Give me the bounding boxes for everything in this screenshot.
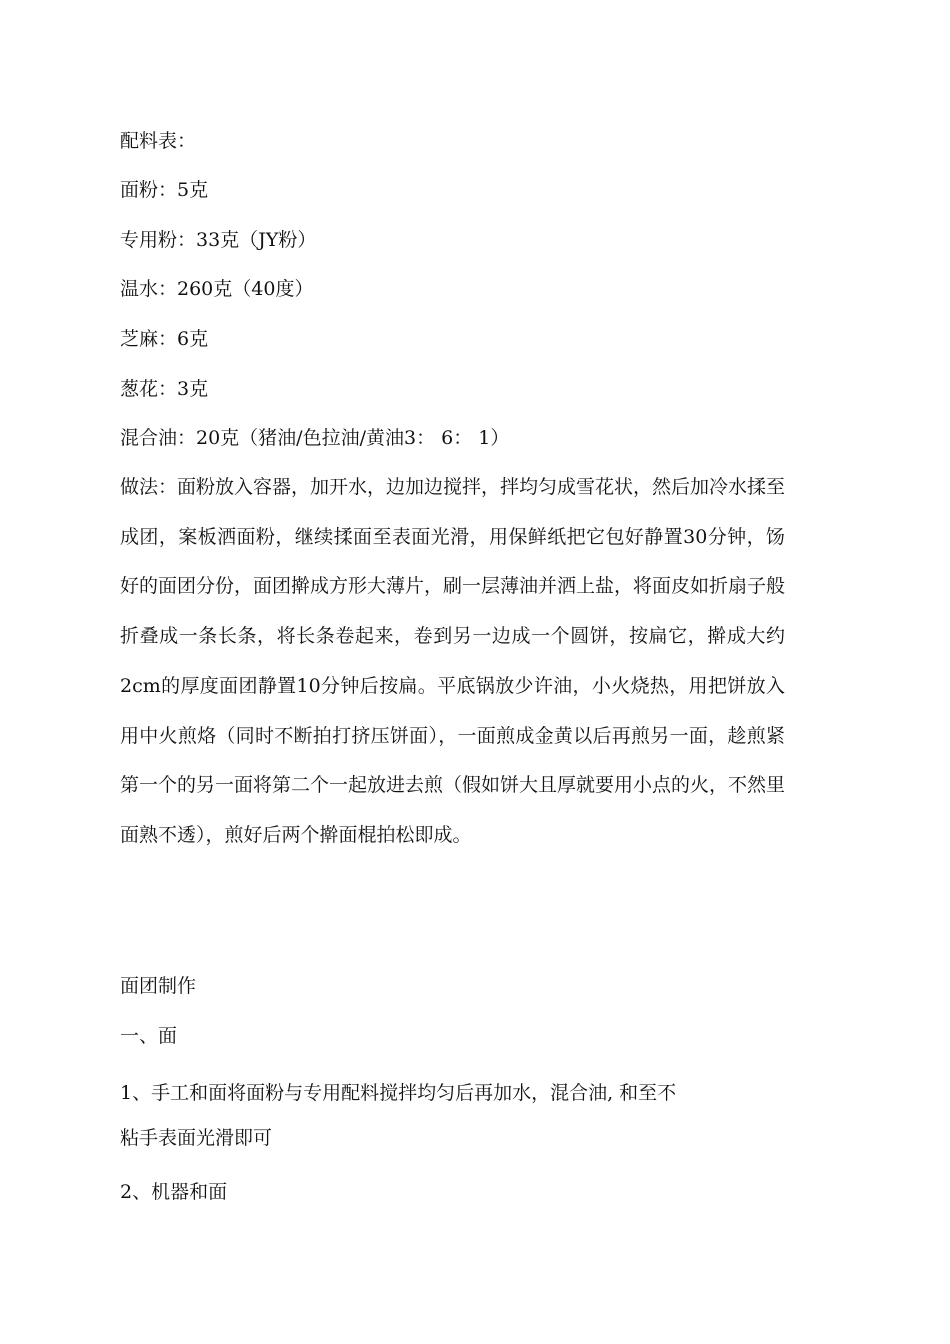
dough-step-1-line-2: 粘手表面光滑即可 <box>120 1127 273 1149</box>
ingredients-title: 配料表： <box>120 130 197 152</box>
method-paragraph: 做法：面粉放入容器，加开水，边加边搅拌，拌均匀成雪花状，然后加冷水揉至成团，案板洒面粉，继续揉面至表面光滑，用保鲜纸把它包好静置30分钟，饧好的面团分份，面团擀成方形大薄片，刷一层薄油并洒上盐，将面皮如折扇子般折叠成一条长条，将长条卷起来，卷到另一边成一个圆饼，按扁它，擀成大约2cm的厚度面团静置10分钟后按扁。平底锅放少许油，小火烧热，用把饼放入用中火煎烙（同时不断拍打挤压饼面），一面煎成金黄以后再煎另一面，趁煎紧第一个的另一面将第二个一起放进去煎（假如饼大且厚就要用小点的火，不然里面熟不透），煎好后两个擀面棍拍松即成。 <box>120 476 786 846</box>
dough-step-1-line-1: 1、手工和面将面粉与专用配料搅拌均匀后再加水，混合油, 和至不 <box>120 1082 677 1104</box>
ingredient-mixed-oil: 混合油：20克（猪油/色拉油/黄油3： 6： 1） <box>120 427 510 449</box>
ingredient-special-flour: 专用粉：33克（JY粉） <box>120 229 317 251</box>
ingredient-sesame: 芝麻：6克 <box>120 328 209 350</box>
ingredient-scallion: 葱花：3克 <box>120 378 209 400</box>
ingredient-flour: 面粉：5克 <box>120 179 209 201</box>
dough-step-2: 2、机器和面 <box>120 1181 228 1203</box>
dough-section-title: 面团制作 <box>120 975 197 997</box>
dough-subsection-heading: 一、面 <box>120 1025 178 1047</box>
ingredient-warm-water: 温水：260克（40度） <box>120 278 314 300</box>
